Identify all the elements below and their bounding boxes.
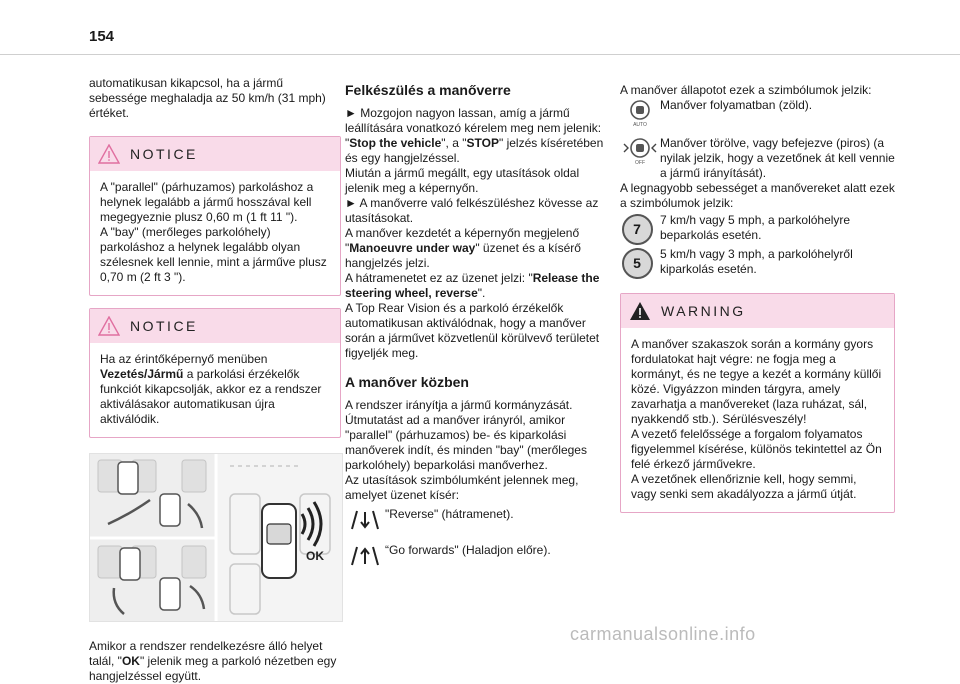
warning-triangle-icon bbox=[629, 301, 651, 321]
text-part: A manőver kezdetét a képernyőn megjelenő " bbox=[345, 226, 580, 255]
watermark: carmanualsonline.info bbox=[570, 624, 756, 644]
paragraph bbox=[345, 226, 615, 271]
warning-title: WARNING bbox=[661, 302, 746, 319]
notice-text-part: a parkolási érzékelők funkciót kikapcsolják, akkor ez a rendszer aktiválásakor automatikusan újra aktiválódik. bbox=[100, 367, 322, 426]
paragraph: Miután a jármű megállt, egy utasítások oldal jelenik meg a képernyőn. bbox=[345, 166, 580, 195]
steering-auto-icon bbox=[620, 98, 660, 128]
menu-path: Vezetés/Jármű bbox=[100, 367, 184, 381]
text-part: " üzenet és a kísérő hangjelzés jelzi. bbox=[345, 241, 581, 270]
section-heading: Felkészülés a manőverre bbox=[345, 82, 511, 98]
column-right bbox=[620, 83, 895, 513]
text-part: ► Mozgojon nagyon lassan, amíg a jármű leállítására vonatkozó kérelem meg nem jelenik: " bbox=[345, 106, 602, 150]
symbol-row-reverse bbox=[345, 507, 615, 533]
symbol-row-off bbox=[620, 136, 895, 181]
notice-text: A "parallel" (párhuzamos) parkoláshoz a helynek legalább a jármű hosszával kell megegyeznie plusz 0,60 m (1 ft 11 "). A "bay" (merőleges parkolóhely) parkoláshoz a helynek legalább olyan szélesnek kell lennie, mint a járműve plusz 0,70 m (2 ft 3 "). bbox=[100, 180, 327, 284]
text-part: A hátramenetet ez az üzenet jelzi: " bbox=[345, 271, 533, 285]
symbol-label-part: Manőver törölve, vagy befejezve (piros) (a bbox=[660, 136, 885, 150]
paragraph bbox=[345, 106, 615, 166]
speed-badge-wrap bbox=[620, 247, 660, 279]
symbol-label: "Reverse" (hátramenet). bbox=[385, 507, 514, 521]
speed-row-5 bbox=[620, 247, 895, 279]
section-heading: A manőver közben bbox=[345, 374, 469, 390]
header-divider bbox=[0, 54, 960, 55]
paragraph: ► A manőverre való felkészüléshez kövesse az utasításokat. bbox=[345, 196, 599, 225]
notice-box-1 bbox=[89, 136, 341, 296]
notice-text-part: Ha az érintőképernyő menüben bbox=[100, 352, 268, 366]
message-text: Stop the vehicle bbox=[349, 136, 442, 150]
text-part: ", a " bbox=[441, 136, 467, 150]
message-text: Manoeuvre under way bbox=[349, 241, 476, 255]
notice-title: NOTICE bbox=[130, 145, 198, 162]
column-middle bbox=[345, 83, 615, 569]
paragraph: A legnagyobb sebességet a manővereket alatt ezek a szimbólumok jelzik: bbox=[620, 181, 895, 210]
caution-triangle-icon bbox=[98, 316, 120, 336]
symbol-label: Manőver folyamatban (zöld). bbox=[660, 98, 813, 112]
symbol-row-auto bbox=[620, 98, 895, 128]
off-label: OFF bbox=[635, 160, 645, 166]
intro-text: automatikusan kikapcsol, ha a jármű sebessége meghaladja az 50 km/h (31 mph) értéket. bbox=[89, 76, 326, 120]
speed-badge-wrap bbox=[620, 213, 660, 245]
paragraph: A manőver állapotot ezek a szimbólumok jelzik: bbox=[620, 83, 872, 97]
message-text: STOP bbox=[466, 136, 499, 150]
speed-label: 7 km/h vagy 5 mph, a parkolóhelyre beparkolás esetén. bbox=[660, 213, 851, 242]
parking-diagram-image bbox=[90, 454, 342, 621]
notice-text bbox=[90, 343, 340, 437]
speed-5-icon: 5 bbox=[622, 248, 653, 279]
symbol-label-part: nyilak jelzik, hogy a vezetőnek át kell vennie a jármű irányítását). bbox=[660, 151, 895, 180]
notice-header bbox=[90, 137, 340, 171]
notice-header bbox=[90, 309, 340, 343]
text-part: " jelzés kíséretében és egy hangjelzéssel. bbox=[345, 136, 604, 165]
auto-label: AUTO bbox=[633, 122, 647, 128]
ok-label: OK bbox=[306, 549, 324, 563]
warning-box bbox=[620, 293, 895, 513]
caution-triangle-icon bbox=[98, 144, 120, 164]
caption-ok: OK bbox=[121, 654, 140, 668]
speed-7-icon: 7 bbox=[622, 214, 653, 245]
parking-illustration bbox=[89, 453, 343, 622]
symbol-row-forward bbox=[345, 543, 615, 569]
speed-label: 5 km/h vagy 3 mph, a parkolóhelyről kiparkolás esetén. bbox=[660, 247, 853, 276]
paragraph bbox=[345, 271, 615, 301]
message-text: Release the steering wheel, reverse bbox=[345, 271, 600, 300]
page-number: 154 bbox=[89, 28, 115, 45]
column-left bbox=[89, 76, 341, 684]
reverse-arrow-icon bbox=[345, 507, 385, 533]
warning-text: A manőver szakaszok során a kormány gyors fordulatokat hajt végre: ne fogja meg a kormányt, és ne tegye a kezét a kormány küllői közé. Vigyázzon minden tárgyra, amely zavarhatja a manővereket (laza ruházat, sál, nyakkendő stb.). Sérülésveszély! A vezető felelőssége a forgalom folyamatos figyelemmel kísérése, különös tekintettel az Ön felé érkező járművekre. A vezetőnek ellenőriznie kell, hogy semmi, vagy senki sem akadályozza a jármű útját. bbox=[631, 337, 882, 501]
caption-part: " jelenik meg a parkoló nézetben egy hangjelzéssel együtt. bbox=[89, 654, 337, 683]
paragraph: A rendszer irányítja a jármű kormányzását. Útmutatást ad a manőver irányról, amikor "parallel" (párhuzamos) be- és kiparkolási manőverek indít, és minden "bay" (merőleges parkolóhely) beparkolási manőverhez. Az utasítások szimbólumként jelennek meg, amelyet üzenet kísér: bbox=[345, 398, 587, 502]
text-part: ". bbox=[477, 286, 486, 300]
symbol-label: “Go forwards" (Haladjon előre). bbox=[385, 543, 551, 557]
caption-part: Amikor a rendszer rendelkezésre álló helyet talál, " bbox=[89, 639, 323, 668]
figure-caption bbox=[89, 639, 341, 684]
paragraph: A Top Rear Vision és a parkoló érzékelők automatikusan aktiválódnak, hogy a manőver során a járművet közvetlenül körülvevő területet figyeljék meg. bbox=[345, 301, 600, 360]
notice-box-2 bbox=[89, 308, 341, 438]
symbol-row-off-head bbox=[620, 136, 895, 181]
notice-title: NOTICE bbox=[130, 317, 198, 334]
steering-off-icon bbox=[620, 136, 660, 166]
forward-arrow-icon bbox=[345, 543, 385, 569]
warning-header bbox=[621, 294, 894, 328]
speed-row-7 bbox=[620, 213, 895, 245]
symbol-label bbox=[660, 136, 895, 181]
